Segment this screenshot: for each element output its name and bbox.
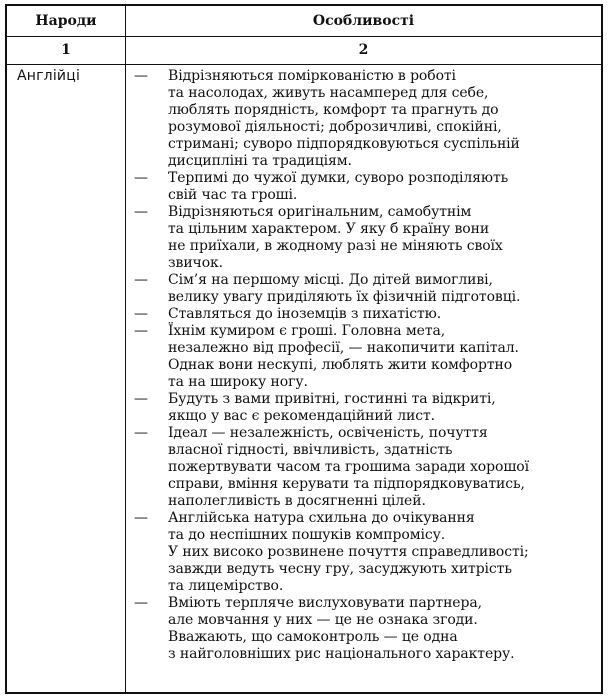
feature-text: Ідеал — незалежність, освіченість, почуття власної гідності, ввічливість, здатність пожертвувати часом та грошима заради хорошої справи, вміння керувати та підпорядковуватись, наполегливість в досягненні цілей. — [168, 425, 529, 509]
feature-item — [134, 323, 600, 391]
feature-item — [134, 272, 600, 306]
dash-marker: — — [134, 68, 148, 84]
feature-item — [134, 425, 600, 510]
dash-marker: — — [134, 323, 148, 339]
column-divider — [125, 6, 126, 692]
feature-text: Їхнім кумиром є гроші. Головна мета, незалежно від професії, — накопичити капітал. Однак вони нескупі, люблять жити комфортно та на широку ногу. — [168, 323, 519, 390]
feature-item — [134, 204, 600, 272]
dash-marker: — — [134, 391, 148, 407]
feature-text: Відрізняються оригінальним, самобутнім та цільним характером. У яку б країну вони не приїхали, в жодному разі не міняють своїх звичок. — [168, 204, 503, 271]
feature-item — [134, 68, 600, 170]
feature-item — [134, 391, 600, 425]
features-table — [5, 4, 603, 694]
dash-marker: — — [134, 595, 148, 611]
dash-marker: — — [134, 204, 148, 220]
dash-marker: — — [134, 306, 148, 322]
feature-text: Ставляться до іноземців з пихатістю. — [168, 306, 442, 322]
feature-text: Англійська натура схильна до очікування та до неспішних пошуків компромісу. У них високо розвинене почуття справедливості; завжди ведуть чесну гру, засуджують хитрість та лицемірство. — [168, 510, 529, 594]
dash-marker: — — [134, 425, 148, 441]
feature-text: Вміють терпляче вислуховувати партнера, але мовчання у них — це не ознака згоди. Вважають, що самоконтроль — це одна з найголовніших рис національного характеру. — [168, 595, 515, 662]
features-list — [134, 68, 600, 663]
header-features: Особливості — [312, 13, 415, 29]
dash-marker: — — [134, 170, 148, 186]
feature-text: Будуть з вами привітні, гостинні та відкриті, якщо у вас є рекомендаційний лист. — [168, 391, 496, 424]
feature-text: Відрізняються поміркованістю в роботі та насолодах, живуть насамперед для себе, люблять порядність, комфорт та прагнуть до розумової діяльності; доброзичливі, спокійні, стримані; суворо підпорядковуються суспільній дисципліні та традиціям. — [168, 68, 520, 169]
number-row-divider — [7, 64, 601, 65]
feature-item — [134, 595, 600, 663]
column-number-2: 2 — [358, 42, 369, 58]
feature-text: Терпимі до чужої думки, суворо розподіляють свій час та гроші. — [168, 170, 509, 203]
header-people: Народи — [35, 13, 97, 29]
feature-item — [134, 170, 600, 204]
dash-marker: — — [134, 510, 148, 526]
feature-text: Сім’я на першому місці. До дітей вимогливі, велику увагу приділяють їх фізичній підготовці. — [168, 272, 521, 305]
feature-item — [134, 510, 600, 595]
dash-marker: — — [134, 272, 148, 288]
column-number-1: 1 — [61, 42, 71, 58]
people-cell: Англійці — [17, 68, 81, 84]
feature-item — [134, 306, 600, 323]
